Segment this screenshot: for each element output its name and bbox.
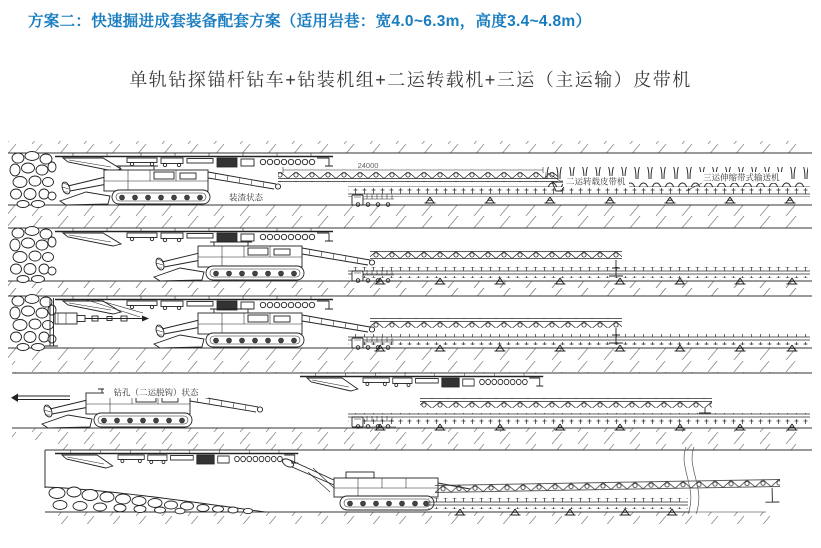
conveyor3-label-text: 三运伸缩带式输送机 <box>703 172 780 183</box>
dimension-text: 24000 <box>357 161 379 170</box>
roadheader-machine <box>154 242 375 281</box>
state-label-text: 装渣状态 <box>228 192 264 203</box>
bridge-conveyor-parked <box>420 398 712 413</box>
belt-conveyor <box>348 267 810 278</box>
belt-conveyor <box>348 186 810 197</box>
roof-hatch <box>8 284 812 296</box>
floor-hatch <box>8 205 812 217</box>
panel-row3-face-drilling <box>8 284 812 360</box>
belt-support <box>725 197 736 203</box>
belt-support <box>545 197 556 203</box>
floor-hatch <box>45 512 770 524</box>
roof-hatch <box>12 361 812 373</box>
monorail-train <box>55 296 333 314</box>
roof-hatch <box>8 216 812 228</box>
panel-row1-loading-state <box>8 141 812 217</box>
floor-hatch <box>8 348 812 360</box>
panel-row2-retreated <box>8 216 812 293</box>
rock-face <box>10 152 56 208</box>
belt-conveyor <box>428 498 688 509</box>
dimension-24000 <box>283 161 543 173</box>
rock-face <box>10 227 56 283</box>
belt-conveyor <box>348 413 810 424</box>
belt-support <box>425 197 436 203</box>
monorail-train <box>55 450 298 468</box>
monorail-train <box>55 228 333 246</box>
belt-support <box>665 197 676 203</box>
roof-hatch <box>8 141 812 153</box>
belt-support <box>605 197 616 203</box>
monorail-train <box>55 153 333 171</box>
panel-row4-drilling-unhooked <box>11 361 812 440</box>
roadheader-machine <box>154 309 375 348</box>
conveyor2-label-text: 二运转载皮带机 <box>566 176 626 187</box>
muck-pile <box>45 487 265 514</box>
rock-face <box>10 295 56 351</box>
state-label-loading <box>224 192 268 203</box>
page-subtitle: 单轨钻探锚杆钻车+钻装机组+二运转载机+三运（主运输）皮带机 <box>129 70 692 90</box>
belt-support <box>785 197 796 203</box>
belt-support <box>485 197 496 203</box>
page-title: 方案二：快速掘进成套装备配套方案（适用岩巷：宽4.0~6.3m，高度3.4~4.8m） <box>28 13 592 30</box>
belt-conveyor <box>348 334 810 345</box>
monorail-train <box>300 373 543 391</box>
drill-rod <box>11 394 70 403</box>
roof-hatch <box>45 438 812 450</box>
state-label-drilling <box>104 386 208 398</box>
state-label-text: 钻孔（二运脱钩）状态 <box>113 387 199 398</box>
panel-row5-muck-pile <box>45 438 812 524</box>
